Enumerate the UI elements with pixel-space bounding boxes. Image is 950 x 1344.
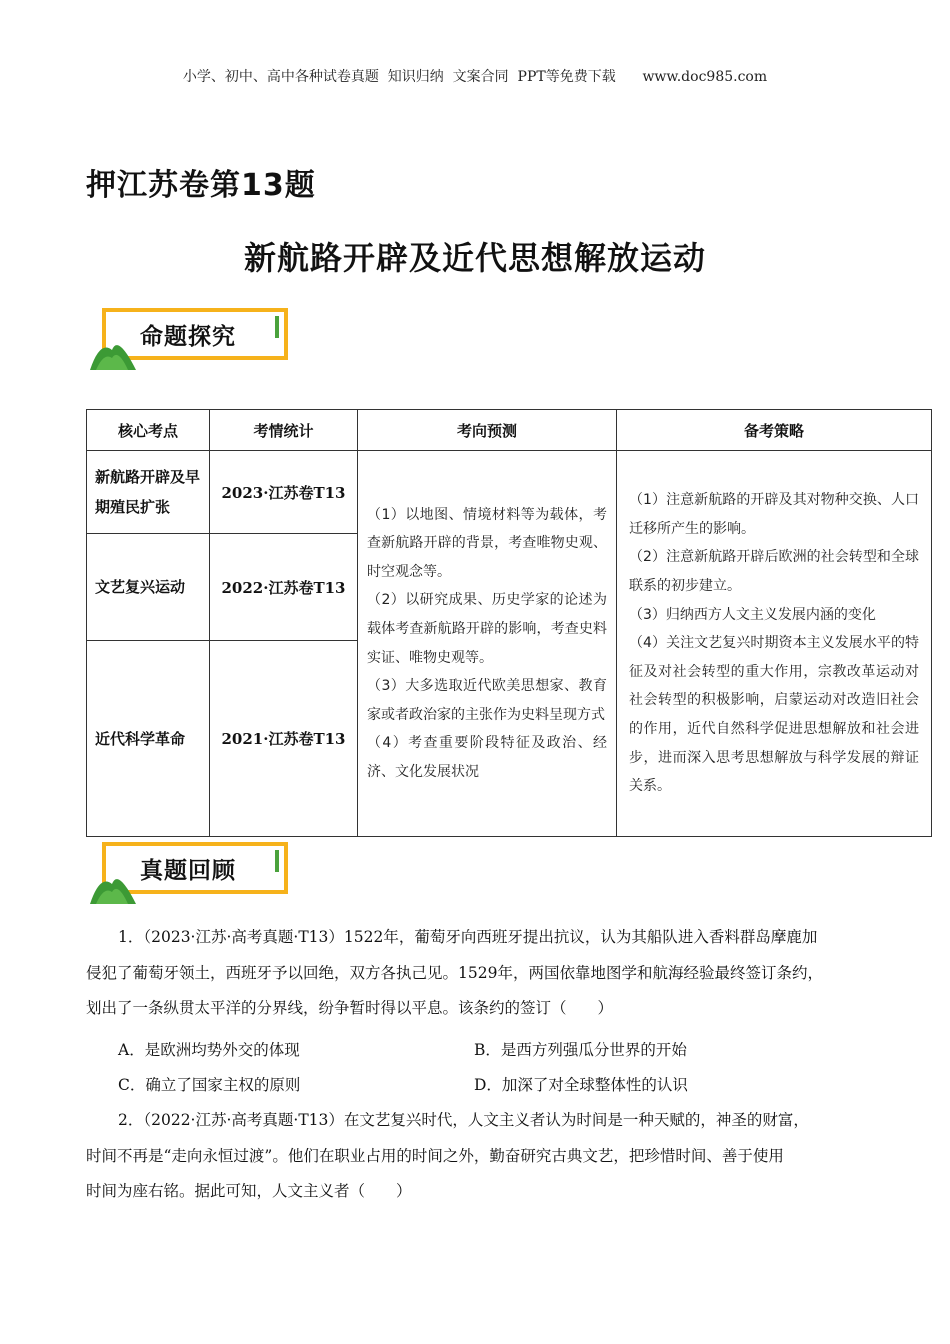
col-header-stats: 考情统计 — [210, 410, 358, 451]
option-c[interactable]: C．确立了国家主权的原则 — [118, 1076, 301, 1094]
badge-label: 命题探究 — [140, 324, 236, 350]
prediction-cell — [358, 451, 617, 837]
section-badge-explore — [90, 304, 300, 372]
option-d[interactable]: D．加深了对全球整体性的认识 — [474, 1076, 688, 1094]
option-b[interactable]: B．是西方列强瓜分世界的开始 — [474, 1041, 687, 1059]
col-header-strategy: 备考策略 — [617, 410, 932, 451]
prediction-item: （3）大多选取近代欧美思想家、教育家或者政治家的主张作为史料呈现方式 — [367, 678, 607, 723]
prediction-item: （1）以地图、情境材料等为载体，考查新航路开辟的背景，考查唯物史观、时空观念等。 — [367, 506, 607, 580]
table-cell-exam: 2023·江苏卷T13 — [210, 451, 358, 534]
page-title: 押江苏卷第13题 — [86, 168, 316, 203]
strategy-item: （2）注意新航路开辟后欧洲的社会转型和全球联系的初步建立。 — [629, 549, 919, 595]
col-header-prediction: 考向预测 — [358, 410, 617, 451]
question-line: 2．（2022·江苏·高考真题·T13）在文艺复兴时代，人文主义者认为时间是一种天赋的，神圣的财富， — [118, 1111, 809, 1129]
table-cell-exam: 2022·江苏卷T13 — [210, 534, 358, 641]
section-badge-review — [90, 838, 300, 906]
badge-label: 真题回顾 — [140, 858, 236, 884]
question-line: 时间不再是“走向永恒过渡”。他们在职业占用的时间之外，勤奋研究古典文艺，把珍惜时间、善于使用 — [86, 1146, 784, 1165]
topic-table — [86, 409, 932, 837]
hills-icon — [90, 326, 140, 372]
strategy-item: （3）归纳西方人文主义发展内涵的变化 — [629, 606, 876, 623]
strategy-cell — [617, 451, 932, 837]
hills-icon — [90, 860, 140, 906]
table-cell-topic: 文艺复兴运动 — [87, 534, 210, 641]
table-cell-topic: 近代科学革命 — [87, 641, 210, 837]
prediction-item: （2）以研究成果、历史学家的论述为载体考查新航路开辟的影响，考查史料实证、唯物史观等。 — [367, 592, 607, 666]
question-line: 划出了一条纵贯太平洋的分界线，纷争暂时得以平息。该条约的签订（ ） — [86, 999, 614, 1017]
question-line: 1．（2023·江苏·高考真题·T13）1522年，葡萄牙向西班牙提出抗议，认为其船队进入香料群岛摩鹿加 — [118, 928, 818, 946]
page-header: 小学、初中、高中各种试卷真题 知识归纳 文案合同 PPT等免费下载 www.doc985.com — [182, 69, 768, 85]
page-subtitle: 新航路开辟及近代思想解放运动 — [243, 239, 706, 277]
table-cell-topic: 新航路开辟及早期殖民扩张 — [87, 451, 210, 534]
col-header-topic: 核心考点 — [87, 410, 210, 451]
strategy-item: （1）注意新航路的开辟及其对物种交换、人口迁移所产生的影响。 — [629, 492, 919, 537]
option-a[interactable]: A．是欧洲均势外交的体现 — [118, 1041, 300, 1059]
strategy-item: （4）关注文艺复兴时期资本主义发展水平的特征及对社会转型的重大作用，宗教改革运动对社会转型的积极影响，启蒙运动对改造旧社会的作用，近代自然科学促进思想解放和社会进步，进而深入思考思想解放与科学发展的辩证关系。 — [629, 635, 919, 795]
question-line: 时间为座右铭。据此可知，人文主义者（ ） — [86, 1182, 412, 1200]
question-line: 侵犯了葡萄牙领土，西班牙予以回绝，双方各执己见。1529年，两国依靠地图学和航海经验最终签订条约， — [86, 963, 823, 982]
question-2 — [86, 1103, 866, 1210]
prediction-item: （4）考查重要阶段特征及政治、经济、文化发展状况 — [367, 735, 607, 780]
question-1 — [86, 920, 866, 1027]
table-cell-exam: 2021·江苏卷T13 — [210, 641, 358, 837]
